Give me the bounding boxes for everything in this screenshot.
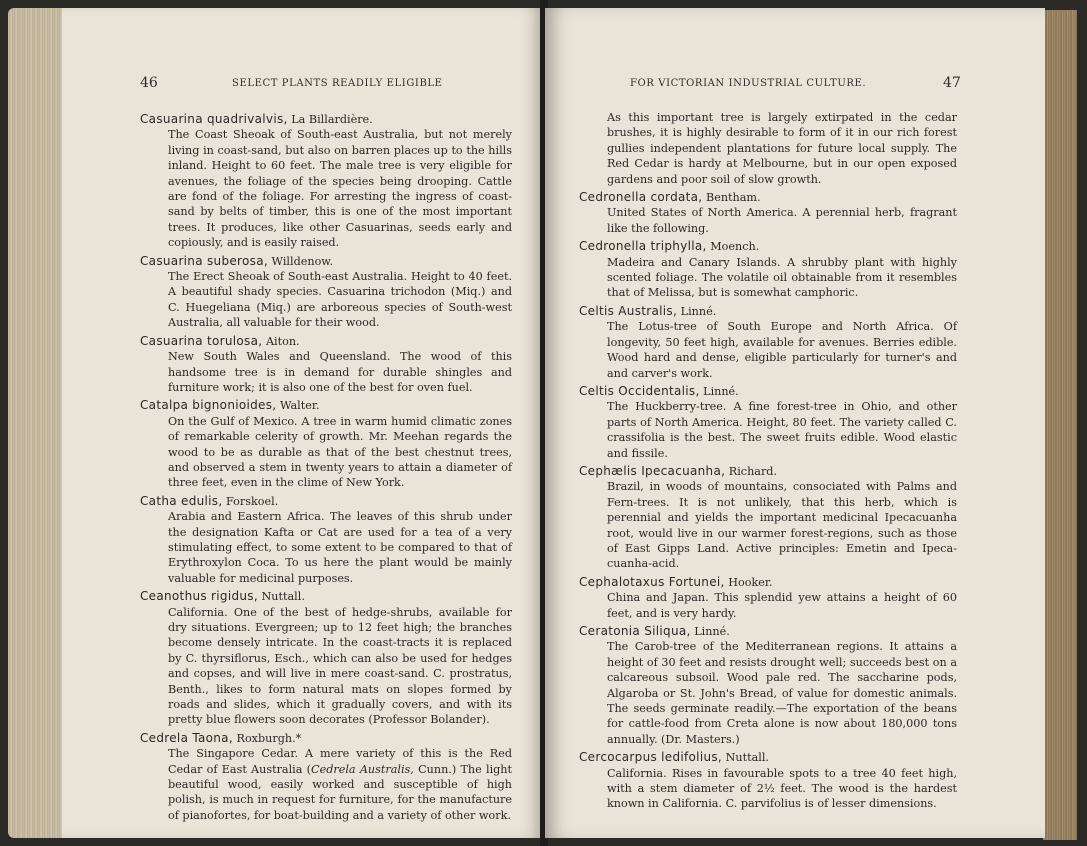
plant-author: Willdenow. <box>271 254 334 268</box>
plant-entry <box>579 575 957 621</box>
plant-entry <box>579 750 957 812</box>
plant-description: California. One of the best of hedge-shrubs, available for dry situations. Evergreen; up to 12 feet high; the branches become densely intricate. In the coast-tracts it is replaced by C. thyrsiflorus, Esch., which can also be used for hedges and copses, and will live in mere coast-sand. C. prostratus, Benth., likes to form natural mats on slopes formed by roads and slides, which it gradually covers, and with its pretty blue flowers soon decorates (Professor Bolander). <box>168 605 512 727</box>
plant-description: California. Rises in favourable spots to a tree 40 feet high, with a stem diameter of 2½ feet. The wood is the hardest known in California. C. parvifolius is of lesser dimensions. <box>607 766 957 811</box>
plant-author: Bentham. <box>705 191 761 205</box>
plant-description: New South Wales and Queensland. The wood of this handsome tree is in demand for durable shingles and furniture work; it is also one of the best for oven fuel. <box>168 350 512 394</box>
plant-author: Richard. <box>728 464 778 478</box>
plant-author: La Billardière. <box>291 113 373 126</box>
plant-author: Nuttall. <box>725 751 769 765</box>
plant-entry <box>140 494 512 586</box>
plant-description: The Coast Sheoak of South-east Australia, but not merely living in coast-sand, but also on barren places up to the hills inland. Height to 60 feet. The male tree is very eligible for avenues, the foliage of the species being drooping. Cattle are fond of the foliage. For arresting the ingress of coast-sand by belts of timber, this is one of the most important trees. It produces, like other Casuarinas, seeds early and copiously, and is easily raised. <box>168 128 512 250</box>
plant-entry <box>140 589 512 728</box>
running-header: SELECT PLANTS READILY ELIGIBLE <box>232 78 443 89</box>
plant-description: United States of North America. A perennial herb, fragrant like the following. <box>607 206 957 235</box>
plant-description: Arabia and Eastern Africa. The leaves of this shrub under the designation Kafta or Cat are used for a tea of a very stimulating effect, to some extent to be compared to that of Erythroxylon Coca. To us here the plant would be mainly valuable for medicinal purposes. <box>168 510 512 585</box>
page-number: 46 <box>140 75 158 91</box>
plant-entry <box>140 112 512 251</box>
plant-name: Casuarina quadrivalvis, <box>140 112 288 126</box>
right-page <box>545 8 1045 838</box>
plant-entry <box>140 398 512 490</box>
plant-author: Nuttall. <box>261 590 305 604</box>
plant-author: Linné. <box>680 304 717 318</box>
plant-name: Ceratonia Siliqua, <box>579 624 691 638</box>
plant-name: Cedrela Taona, <box>140 730 233 745</box>
plant-name: Catha edulis, <box>140 493 223 508</box>
plant-description: The Singapore Cedar. A mere variety of this is the Red Cedar of East Australia (Cedrela Australis, Cunn.) The light beautiful wood, easily worked and susceptible of high polish, is much in request for furniture, for the manufacture of pianofortes, for boat-building and a variety of other work. <box>168 747 513 822</box>
plant-description: China and Japan. This splendid yew attains a height of 60 feet, and is very hardy. <box>607 591 957 620</box>
plant-author: Moench. <box>710 240 760 254</box>
plant-name: Celtis Occidentalis, <box>579 383 700 398</box>
plant-name: Catalpa bignonioides, <box>140 398 277 413</box>
plant-entry <box>140 334 512 396</box>
page-content <box>579 110 957 815</box>
left-page <box>62 8 543 838</box>
plant-entry <box>579 464 957 572</box>
plant-entry <box>579 624 957 747</box>
plant-description: On the Gulf of Mexico. A tree in warm humid climatic zones of remarkable celerity of growth. Mr. Meehan regards the wood to be as durable as that of the best chestnut trees, and observed a stem in twenty years to attain a diameter of three feet, even in the clime of New York. <box>168 414 512 490</box>
plant-author: Linné. <box>694 625 730 638</box>
plant-author: Hooker. <box>728 575 773 589</box>
plant-description: Brazil, in woods of mountains, consociated with Palms and Fern-trees. It is not unlikely, that this herb, which is perennial and yields the important medicinal Ipecacuanha root, would live in our warmer forest-regions, such as those of East Gipps Land. Active principles: Emetin and Ipeca-cuanha-acid. <box>607 480 957 571</box>
plant-name: Casuarina suberosa, <box>140 253 268 268</box>
plant-description: The Carob-tree of the Mediterranean regions. It attains a height of 30 feet and resists drought well; succeeds best on a calcareous subsoil. Wood pale red. The saccharine pods, Algaroba or St. John's Bread, of value for domestic animals. The seeds germinate readily.—The exportation of the beans for cattle-food from Creta alone is now about 180,000 tons annually. (Dr. Masters.) <box>607 640 957 746</box>
running-header: FOR VICTORIAN INDUSTRIAL CULTURE. <box>630 78 867 89</box>
plant-description: The Erect Sheoak of South-east Australia. Height to 40 feet. A beautiful shady species. Casuarina trichodon (Miq.) and C. Huegeliana (Miq.) are arboreous species of South-west Australia, all valuable for their wood. <box>168 270 512 330</box>
plant-entry <box>579 239 957 301</box>
plant-author: Walter. <box>279 399 320 413</box>
plant-name: Cephalotaxus Fortunei, <box>579 574 725 589</box>
plant-entry <box>579 190 957 236</box>
page-edges-right <box>1043 10 1077 840</box>
plant-description: Madeira and Canary Islands. A shrubby plant with highly scented foliage. The volatile oil obtainable from it resembles that of Melissa, but is somewhat camphoric. <box>607 255 957 300</box>
plant-name: Cedronella triphylla, <box>579 239 707 254</box>
plant-name: Cephælis Ipecacuanha, <box>579 463 726 478</box>
plant-author: Aiton. <box>265 334 300 348</box>
plant-name: Celtis Australis, <box>579 303 678 318</box>
plant-entry <box>579 384 957 461</box>
italic-species-name: Cedrela Australis, <box>311 762 414 776</box>
plant-description: The Lotus-tree of South Europe and North Africa. Of longevity, 50 feet high, available for avenues. Berries edible. Wood hard and dense, eligible particularly for turner's and and carver's work. <box>607 320 957 380</box>
plant-entry <box>140 254 512 331</box>
plant-name: Cedronella cordata, <box>579 190 703 205</box>
plant-author: Roxburgh.* <box>236 731 302 745</box>
page-edges-left <box>8 8 63 838</box>
plant-author: Linné. <box>703 384 739 398</box>
plant-description: The Huckberry-tree. A fine forest-tree in Ohio, and other parts of North America. Height, 80 feet. The variety called C. crassifolia is the best. The sweet fruits edible. Wood elastic and fissile. <box>607 400 957 460</box>
continued-text: As this important tree is largely extirpated in the cedar brushes, it is highly desirable to form of it in our rich forest gullies independent plantations for future local supply. The Red Cedar is hardy at Melbourne, but in our open exposed gardens and poor soil of slow growth. <box>607 111 957 186</box>
plant-name: Ceanothus rigidus, <box>140 589 258 604</box>
plant-author: Forskoel. <box>226 494 279 508</box>
page-content <box>140 112 512 826</box>
plant-entry <box>579 304 957 381</box>
page-number: 47 <box>943 75 961 91</box>
plant-name: Casuarina torulosa, <box>140 333 263 348</box>
plant-name: Cercocarpus ledifolius, <box>579 750 723 765</box>
plant-entry <box>140 731 512 823</box>
